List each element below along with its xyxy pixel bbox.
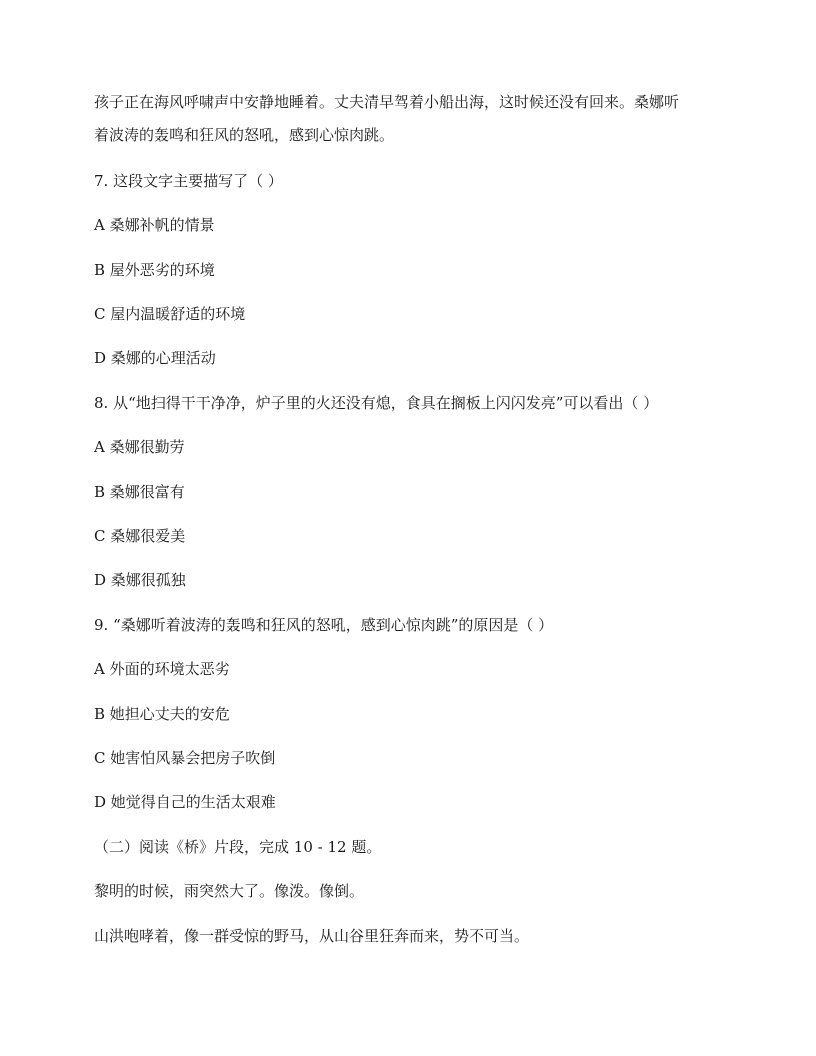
question-8-option-d: D 桑娜很孤独 [94,571,186,589]
question-9-option-a: A 外面的环境太恶劣 [94,660,230,678]
question-9-option-d: D 她觉得自己的生活太艰难 [94,793,276,811]
passage-line-1: 孩子正在海风呼啸声中安静地睡着。丈夫清早驾着小船出海，这时候还没有回来。桑娜听 [94,93,680,111]
question-8-option-a: A 桑娜很勤劳 [94,438,185,456]
question-7-option-c: C 屋内温暖舒适的环境 [94,305,246,323]
bridge-paragraph-2: 山洪咆哮着，像一群受惊的野马，从山谷里狂奔而来，势不可当。 [94,927,530,945]
question-8-stem: 8. 从“地扫得干干净净，炉子里的火还没有熄，食具在搁板上闪闪发亮”可以看出（ ） [94,394,659,412]
question-7-option-d: D 桑娜的心理活动 [94,349,216,367]
question-9-option-c: C 她害怕风暴会把房子吹倒 [94,749,276,767]
bridge-paragraph-1: 黎明的时候，雨突然大了。像泼。像倒。 [94,882,365,900]
section-2-heading: （二）阅读《桥》片段，完成 10 - 12 题。 [94,838,382,856]
question-9-stem: 9. “桑娜听着波涛的轰鸣和狂风的怒吼，感到心惊肉跳”的原因是（ ） [94,616,554,634]
question-7-stem: 7. 这段文字主要描写了（ ） [94,172,283,190]
question-8-option-c: C 桑娜很爱美 [94,527,186,545]
question-7-option-a: A 桑娜补帆的情景 [94,216,215,234]
question-8-option-b: B 桑娜很富有 [94,483,185,501]
question-9-option-b: B 她担心丈夫的安危 [94,705,230,723]
question-7-option-b: B 屋外恶劣的环境 [94,261,215,279]
passage-line-2: 着波涛的轰鸣和狂风的怒吼，感到心惊肉跳。 [94,126,395,144]
